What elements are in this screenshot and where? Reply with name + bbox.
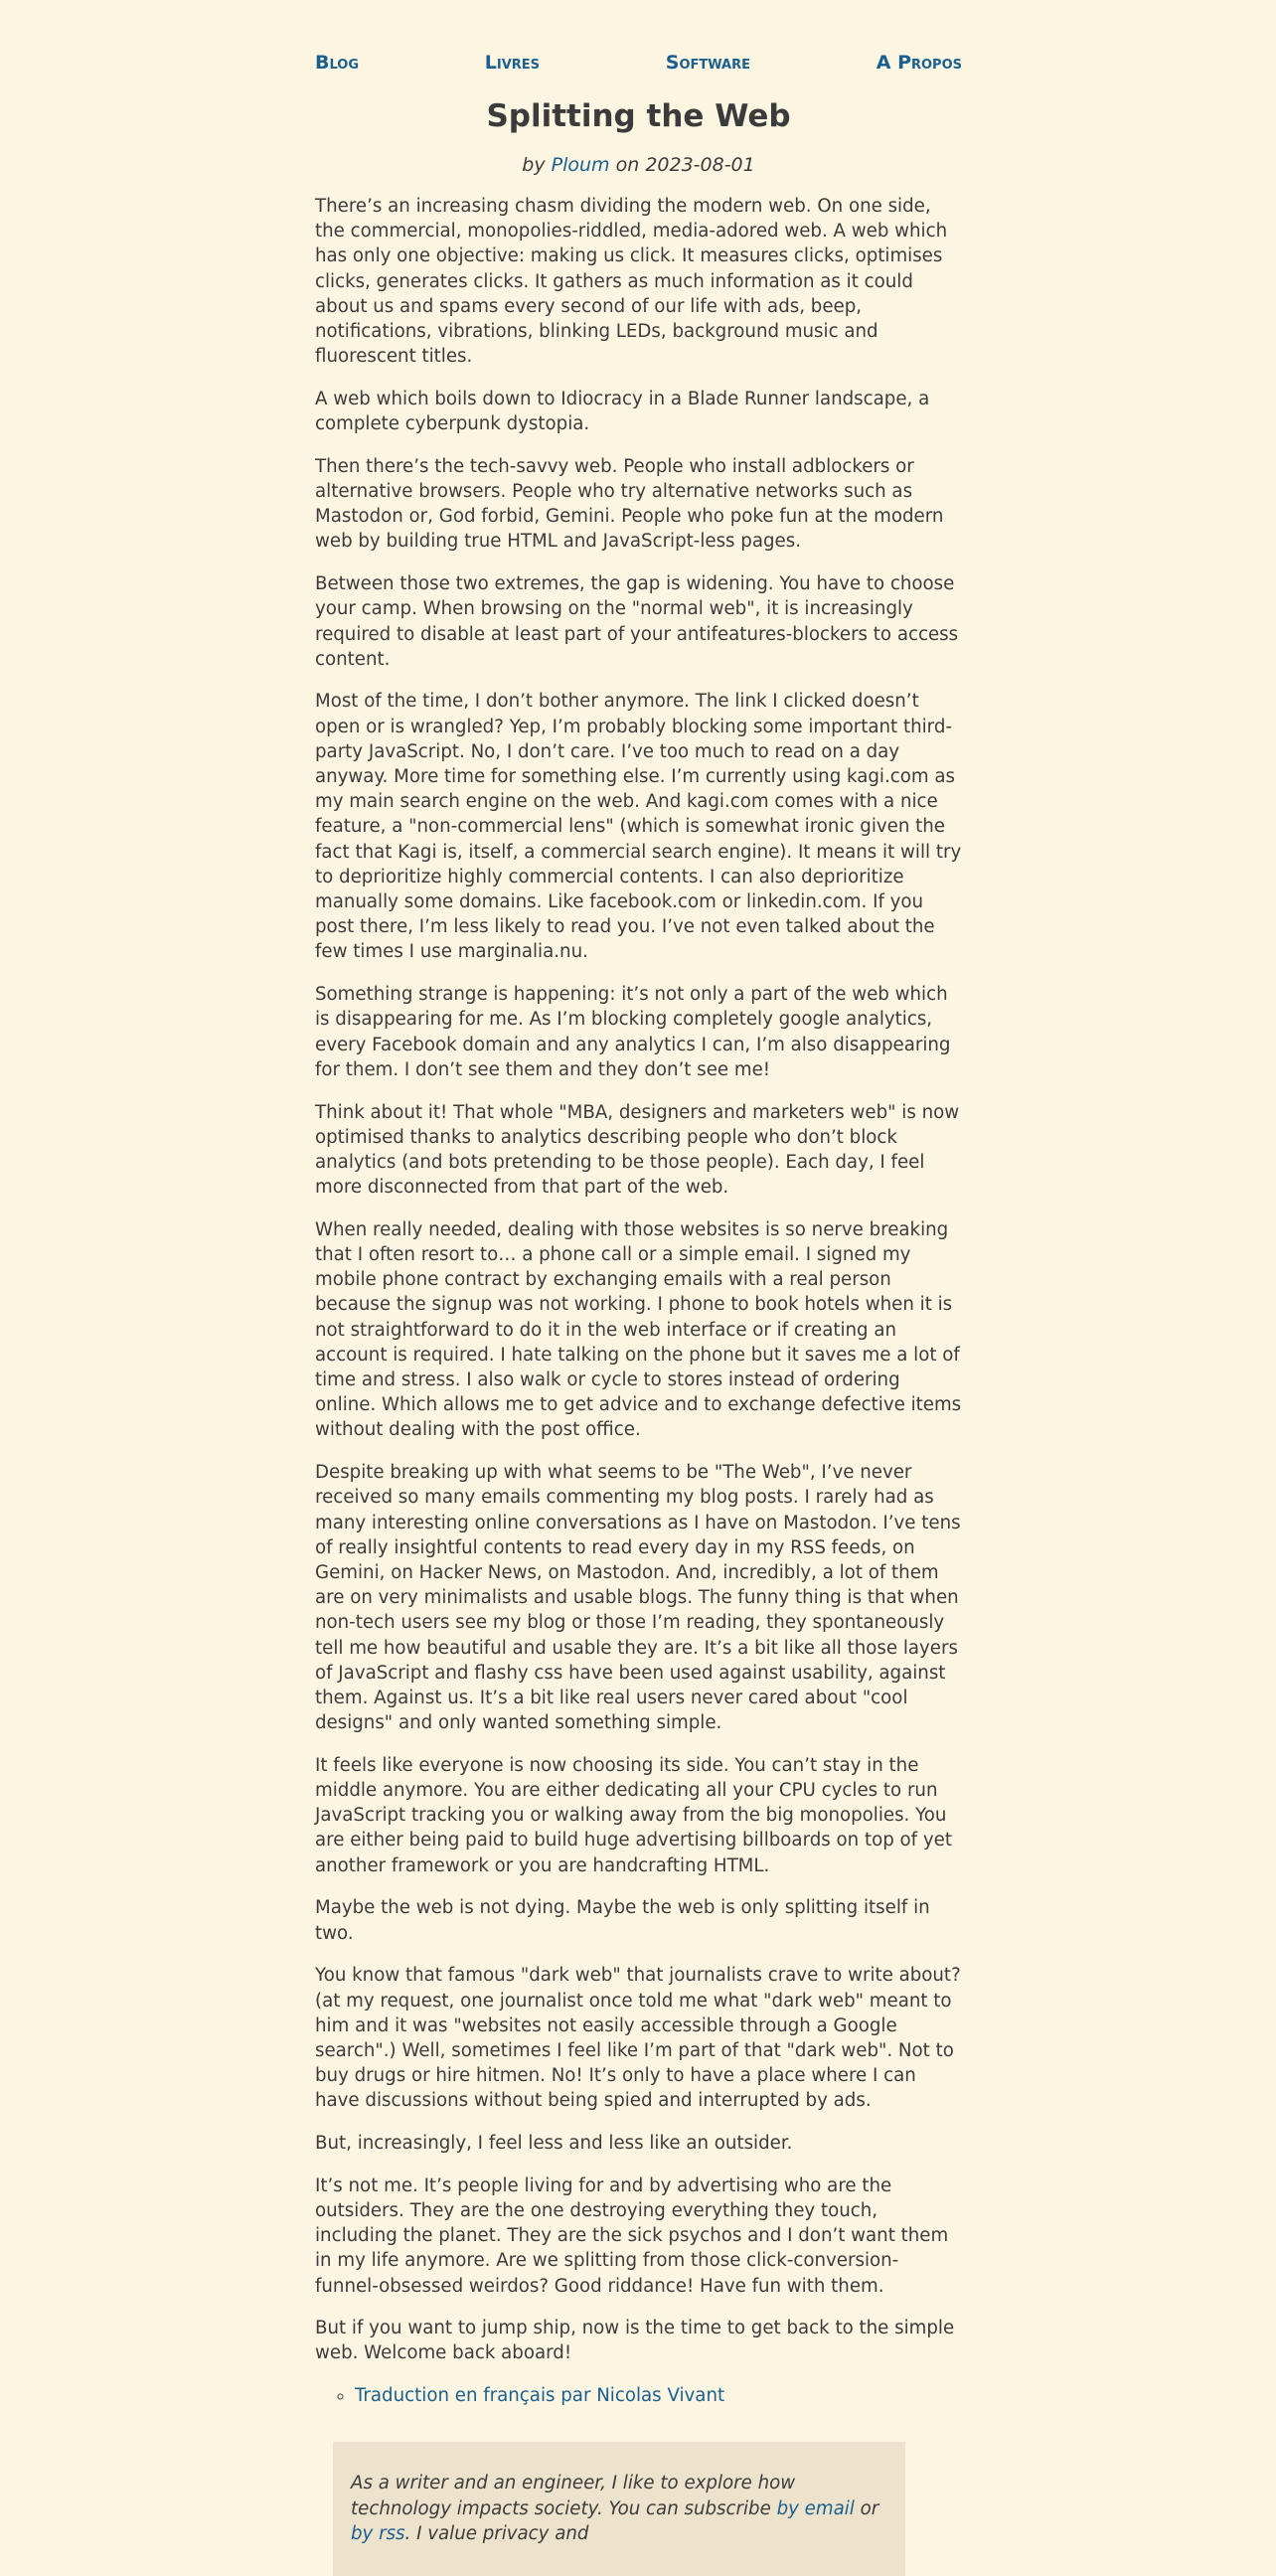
subscribe-rss-link[interactable]: by rss xyxy=(351,2522,405,2544)
byline-on: on xyxy=(615,154,640,176)
paragraph: Despite breaking up with what seems to be "The Web", I’ve never received so many emails commenting my blog posts. I rarely had as many interesting online conversations as I have on Mastodon. I’ve tens of really insightful contents to read every day in my RSS feeds, on Gemini, on Hacker News, on Mastodon. And, incredibly, a lot of them are on very minimalists and usable blogs. The funny thing is that when non-tech users see my blog or those I’m reading, they spontaneously tell me how beautiful and usable they are. It’s a bit like all those layers of JavaScript and flashy css have been used against usability, against them. Against us. It’s a bit like real users never cared about "cool designs" and only wanted something simple. xyxy=(315,1462,961,1734)
byline xyxy=(315,152,962,178)
list-item xyxy=(355,2383,962,2408)
byline-by: by xyxy=(522,154,546,176)
paragraph: Then there’s the tech-savvy web. People who install adblockers or alternative browsers. People who try alternative networks such as Mastodon or, God forbid, Gemini. People who poke fun at the modern web by building true HTML and JavaScript-less pages. xyxy=(315,455,944,553)
footer-text: As a writer and an engineer, I like to explore how technology impacts society. You can subscribe xyxy=(351,2473,796,2519)
related-links xyxy=(315,2383,962,2408)
nav-link-software[interactable]: Software xyxy=(665,52,750,74)
paragraph: Most of the time, I don’t bother anymore. The link I clicked doesn’t open or is wrangled? Yep, I’m probably blocking some important third-party JavaScript. No, I don’t care. I’ve too much to read on a day anyway. More time for something else. I’m currently using kagi.com as my main search engine on the web. And kagi.com comes with a nice feature, a "non-commercial lens" (which is somewhat ironic given the fact that Kagi is, itself, a commercial search engine). It means it will try to deprioritize highly commercial contents. I can also deprioritize manually some domains. Like facebook.com or linkedin.com. If you post there, I’m less likely to read you. I’ve not even talked about the few times I use marginalia.nu. xyxy=(315,691,962,963)
footer-text: . I value privacy and xyxy=(404,2522,589,2544)
paragraph: Between those two extremes, the gap is widening. You have to choose your camp. When browsing on the "normal web", it is increasingly required to disable at least part of your antifeatures-blockers to access content. xyxy=(315,573,959,670)
author-link[interactable]: Ploum xyxy=(551,154,610,176)
paragraph: You know that famous "dark web" that journalists crave to write about? (at my request, one journalist once told me what "dark web" meant to him and it was "websites not easily accessible through a Google search".) Well, sometimes I feel like I’m part of that "dark web". Not to buy drugs or hire hitmen. No! It’s only to have a place where I can have discussions without being spied and interrupted by ads. xyxy=(315,1965,961,2112)
article-body xyxy=(315,194,962,2366)
top-nav xyxy=(315,52,962,74)
paragraph: It feels like everyone is now choosing its side. You can’t stay in the middle anymore. You are either dedicating all your CPU cycles to run JavaScript tracking you or walking away from the big monopolies. You are either being paid to build huge advertising billboards on top of yet another framework or you are handcrafting HTML. xyxy=(315,1754,952,1876)
nav-link-a-propos[interactable]: A Propos xyxy=(876,52,962,74)
paragraph: Think about it! That whole "MBA, designers and marketers web" is now optimised thanks to analytics describing people who don’t block analytics (and bots pretending to be those people). Each day, I feel more disconnected from that part of the web. xyxy=(315,1101,960,1199)
subscribe-email-link[interactable]: by email xyxy=(776,2497,855,2519)
post-date: 2023-08-01 xyxy=(645,154,755,176)
paragraph: A web which boils down to Idiocracy in a Blade Runner landscape, a complete cyberpunk dystopia. xyxy=(315,388,930,435)
nav-link-blog[interactable]: Blog xyxy=(315,52,360,74)
page-title: Splitting the Web xyxy=(486,98,791,134)
translation-link[interactable]: Traduction en français par Nicolas Vivant xyxy=(355,2385,725,2407)
nav-link-livres[interactable]: Livres xyxy=(484,52,541,74)
page-container xyxy=(315,0,962,2576)
paragraph: When really needed, dealing with those websites is so nerve breaking that I often resort to… a phone call or a simple email. I signed my mobile phone contract by exchanging emails with a real person because the signup was not working. I phone to book hotels when it is not straightforward to do it in the web interface or if creating an account is required. I hate talking on the phone but it saves me a lot of time and stress. I also walk or cycle to stores instead of ordering online. Which allows me to get advice and to exchange defective items without dealing with the post office. xyxy=(315,1218,962,1441)
paragraph: It’s not me. It’s people living for and by advertising who are the outsiders. They are the one destroying everything they touch, including the planet. They are the sick psychos and I don’t want them in my life anymore. Are we splitting from those click-conversion-funnel-obsessed weirdos? Good riddance! Have fun with them. xyxy=(315,2174,949,2297)
paragraph: But if you want to jump ship, now is the time to get back to the simple web. Welcome back aboard! xyxy=(315,2318,955,2364)
paragraph: But, increasingly, I feel less and less like an outsider. xyxy=(315,2133,793,2155)
footer-text: or xyxy=(854,2497,879,2519)
paragraph: There’s an increasing chasm dividing the modern web. On one side, the commercial, monopolies-riddled, media-adored web. A web which has only one objective: making us click. It measures clicks, optimises clicks, generates clicks. It gathers as much information as it could about us and spams every second of our life with ads, beep, notifications, vibrations, blinking LEDs, background music and fluorescent titles. xyxy=(315,196,948,368)
paragraph: Maybe the web is not dying. Maybe the web is only splitting itself in two. xyxy=(315,1897,930,1944)
paragraph: Something strange is happening: it’s not only a part of the web which is disappearing for me. As I’m blocking completely google analytics, every Facebook domain and any analytics I can, I’m also disappearing for them. I don’t see them and they don’t see me! xyxy=(315,984,951,1080)
author-footer-box xyxy=(333,2442,905,2576)
